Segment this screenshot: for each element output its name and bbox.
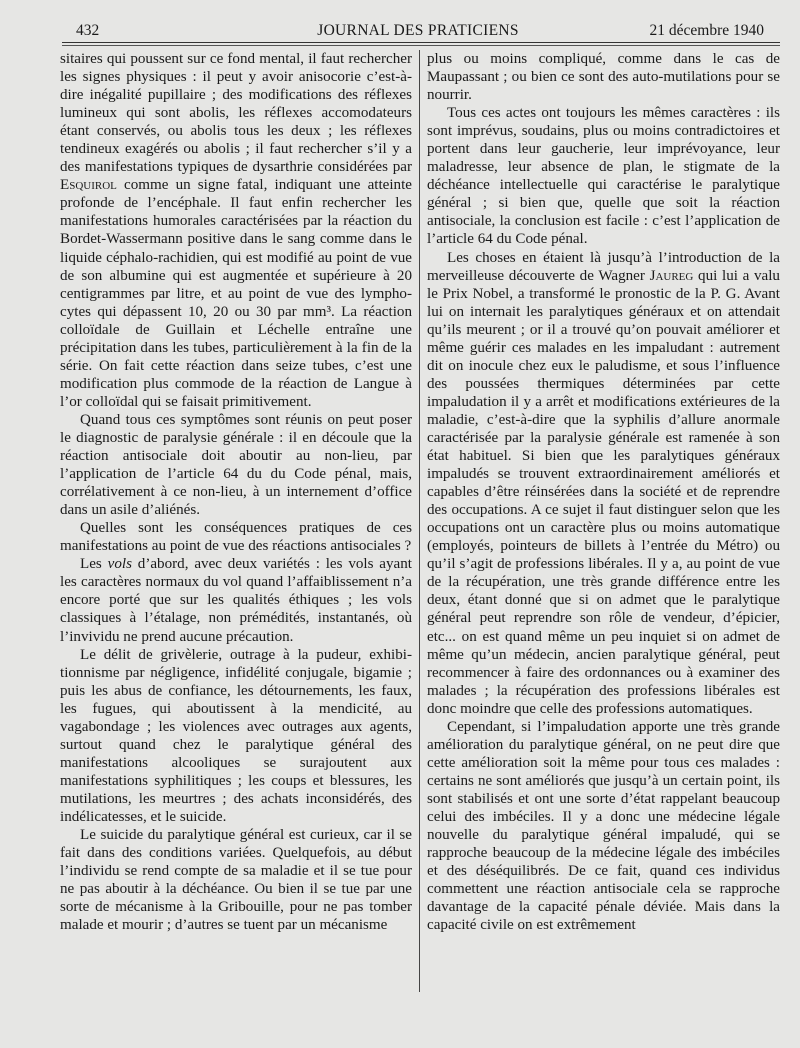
text-span: qui lui a valu le Prix Nobel, a transformé le pronostic de la P. G. Avant lui on internait les paralytiques généraux et on attendait qu’ils meurent ; or il a trouvé qu’on pouvait améliorer et même guérir ces malades en les impaludant : autrement dit on inocule chez eux le paludisme, et sous l’influence des poussées thermiques déterminées par cette impaludation il y a arrêt et modifications extérieures de la maladie, c’est-à-dire que la syphilis d’allure anormale caractérisée par la paralysie générale est ramenée à son état habituel. Si bien que les paralytiques généraux impaludés se trouvent extraordinairement améliorés et capables d’être réinsérées dans la société et de reprendre des occupations. A ce sujet il faut distinguer selon que les occupations ont un caractère plus ou moins automatique (employés, pointeurs de billets à l’entrée du Métro) ou qu’il s’agit de professions libérales. Il y a, au point de vue de la récupération, une très grande différence entre les deux, étant donné que si on admet que le paralytique général peut reprendre son rôle de vendeur, d’épicier, etc... on est quand même un peu inquiet si on admet de même qu’un médecin, ancien paralytique général, peut recommencer à faire des ordonnances ou à examiner des malades ; la récupération des professions libérales est donc moindre que celle des professions automatiques. — [427, 267, 780, 717]
emphasis: vols — [107, 556, 132, 573]
journal-title: JOURNAL DES PRATICIENS — [317, 22, 519, 39]
text-span: d’abord, avec deux variétés : les vols ayant les caractères normaux du vol quand l’affaiblissement n’a encore porté que sur les qualités éthiques ; les vols classiques à l’étalage, non prémédités, instantanés, où l’invividu ne prend aucune précaution. — [60, 556, 412, 645]
paragraph: Cependant, si l’impaludation apporte une très grande amélioration du paralytique général, on ne peut dire que cette amélioration soit la même pour tous ces malades : certains ne sont améliorés que jusqu’à un certain point, ils sont stabilisés et ont une sorte d’état rappelant beaucoup celui des imbéciles. Il y a donc une médecine légale nouvelle du paralytique général impaludé, qui se rapproche beaucoup de la médecine légale des imbéciles et des déséquilibrés. De ce fait, quand ces individus commettent une réaction antisociale cela se rapproche davantage de la capacité pénale déviée. Mais dans la capacité civile on est extrêmement — [427, 718, 780, 934]
paragraph: Le suicide du paralytique général est curieux, car il se fait dans des conditions variées. Quelquefois, au début l’individu se rend compte de sa maladie et il se tue pour ne pas aboutir à la déchéance. Ou bien il se tue par une sorte de mécanisme à la Gribouille, pour ne pas tomber malade et mourir ; d’autres se tuent par un mécanisme — [60, 827, 412, 934]
right-column — [427, 50, 780, 934]
author-name: Jaureg — [649, 267, 694, 284]
text-span: sitaires qui poussent sur ce fond mental, il faut rechercher les signes physiques : il peut y avoir anisocorie c’est-à-dire inégalité pupillaire ; des modifications des réflexes lumineux qui sont abolis, les réflexes accomodateurs étant conservés, ou abolis tous les deux ; les réflexes tendineux exagérés ou abolis ; il faut rechercher s’il y a des manifestations typiques de dysarthrie considérées par — [60, 51, 412, 176]
left-column — [60, 50, 412, 934]
column-divider — [419, 50, 420, 992]
paragraph: Quelles sont les conséquences pratiques de ces manifestations au point de vue des réactions antisociales ? — [60, 520, 412, 555]
paragraph — [427, 249, 780, 718]
paragraph: Quand tous ces symptômes sont réunis on peut poser le diagnostic de paralysie générale : il en découle que la réaction antisociale doit aboutir au non-lieu, par l’application de l’article 64 du du Code pénal, mais, corrélativement à ce non-lieu, à un internement d’office dans un asile d’aliénés. — [60, 411, 412, 519]
text-span: Les — [80, 556, 108, 573]
paragraph — [60, 555, 412, 645]
page-number: 432 — [76, 22, 100, 39]
paragraph — [60, 50, 412, 411]
text-span: Les choses en étaient là jusqu’à l’introduction de la merveilleuse découverte de Wagner — [427, 249, 780, 284]
issue-date: 21 décembre 1940 — [649, 22, 764, 39]
text-span: comme un signe fatal, indiquant une atteinte profonde de l’encéphale. Il faut enfin rechercher les manifestations humorales caractérisées par la réaction du Bordet-Wassermann positive dans le sang comme dans le liquide céphalo-rachidien, qui est modifié au point de vue de son albumine qui est augmentée et supérieure à 20 centigrammes par litre, et au point de vue des lymphocytes qui dépassent 10, 20 ou 30 par mm³. La réaction colloïdale de Guillain et Léchelle entraîne une précipitation dans les tubes, particulièrement à la fin de la série. On fait cette réaction dans seize tubes, c’est une modification plus commode de la réaction de Langue à l’or colloïdal qui se faisait primitivement. — [60, 177, 412, 410]
paragraph: plus ou moins compliqué, comme dans le cas de Maupassant ; ou bien ce sont des auto-mutilations pour se nourrir. — [427, 51, 780, 104]
header-rule — [62, 42, 780, 43]
page-header — [68, 20, 768, 42]
paragraph: Tous ces actes ont toujours les mêmes caractères : ils sont imprévus, soudains, plus ou moins contradictoires et portent dans leur gaucherie, leur imprévoyance, leur maladresse, leur absence de plan, le stigmate de la déchéance intellectuelle qui caractérise le paralytique général ; si bien que, quelle que soit la réaction antisociale, la conclusion est facile : c’est l’application de l’article 64 du Code pénal. — [427, 105, 780, 248]
author-name: Esquirol — [60, 177, 117, 194]
header-rule-thin — [62, 45, 780, 46]
paragraph: Le délit de grivèlerie, outrage à la pudeur, exhibitionnisme par négligence, infidélité conjugale, bigamie ; puis les abus de confiance, les détournements, les faux, les fugues, qui aboutissent à la mendicité, au vagabondage ; les violences avec outrages aux agents, surtout quand chez le paralytique général des manifestations alcooliques se surajoutent aux manifestations syphilitiques ; les coups et blessures, les mutilations, les meurtres ; des achats inconsidérés, des indélicatesses, et le suicide. — [60, 646, 412, 825]
